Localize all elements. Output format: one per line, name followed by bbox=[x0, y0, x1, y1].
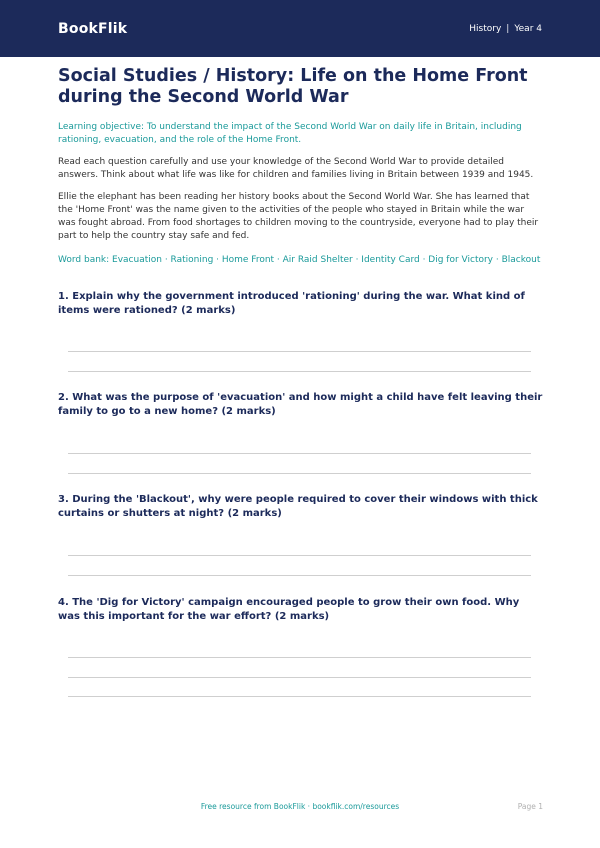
worksheet-title: Social Studies / History: Life on the Home Front during the Second World War bbox=[58, 66, 528, 107]
answer-line[interactable] bbox=[68, 657, 531, 658]
question-text: 3. During the 'Blackout', why were people required to cover their windows with thick curtains or shutters at night? (2 marks) bbox=[58, 494, 538, 519]
page-footer bbox=[0, 802, 600, 814]
answer-line[interactable] bbox=[68, 555, 531, 556]
question-text: 4. The 'Dig for Victory' campaign encouraged people to grow their own food. Why was this important for the war effort? (2 marks) bbox=[58, 597, 520, 622]
question-block bbox=[58, 391, 544, 481]
header-meta bbox=[469, 24, 542, 34]
answer-line[interactable] bbox=[68, 351, 531, 352]
question-text: 1. Explain why the government introduced 'rationing' during the war. What kind of items were rationed? (2 marks) bbox=[58, 291, 525, 316]
footer-credit-link[interactable]: Free resource from BookFlik · bookflik.com/resources bbox=[200, 802, 400, 811]
question-block bbox=[58, 493, 544, 583]
answer-line[interactable] bbox=[68, 371, 531, 372]
question-block bbox=[58, 596, 544, 706]
answer-line[interactable] bbox=[68, 473, 531, 474]
page-number: Page 1 bbox=[517, 802, 543, 811]
question-text: 2. What was the purpose of 'evacuation' and how might a child have felt leaving their family to go to a new home? (2 marks) bbox=[58, 392, 543, 417]
question-block bbox=[58, 290, 544, 380]
page-header bbox=[0, 0, 600, 57]
header-separator: | bbox=[506, 23, 510, 34]
answer-line[interactable] bbox=[68, 575, 531, 576]
subject-label: History bbox=[469, 23, 502, 34]
story-paragraph: Ellie the elephant has been reading her history books about the Second World War. She has learned that the 'Home Front' was the name given to the activities of the people who stayed in Britain while the war was fought abroad. From food shortages to children moving to the countryside, everyone had to play their part to help the country stay safe and fed. bbox=[58, 192, 539, 241]
worksheet-intro bbox=[58, 66, 544, 267]
brand-logo-text[interactable]: BookFlik bbox=[58, 20, 128, 37]
year-label: Year 4 bbox=[514, 23, 542, 34]
answer-line[interactable] bbox=[68, 453, 531, 454]
answer-line[interactable] bbox=[68, 696, 531, 697]
learning-objective: Learning objective: To understand the impact of the Second World War on daily life in Britain, including rationing, evacuation, and the role of the Home Front. bbox=[58, 122, 522, 145]
answer-line[interactable] bbox=[68, 677, 531, 678]
word-bank: Word bank: Evacuation · Rationing · Home Front · Air Raid Shelter · Identity Card · Dig for Victory · Blackout bbox=[58, 255, 541, 265]
instructions-paragraph: Read each question carefully and use your knowledge of the Second World War to provide detailed answers. Think about what life was like for children and families living in Britain between 1939 and 1945. bbox=[58, 157, 534, 180]
